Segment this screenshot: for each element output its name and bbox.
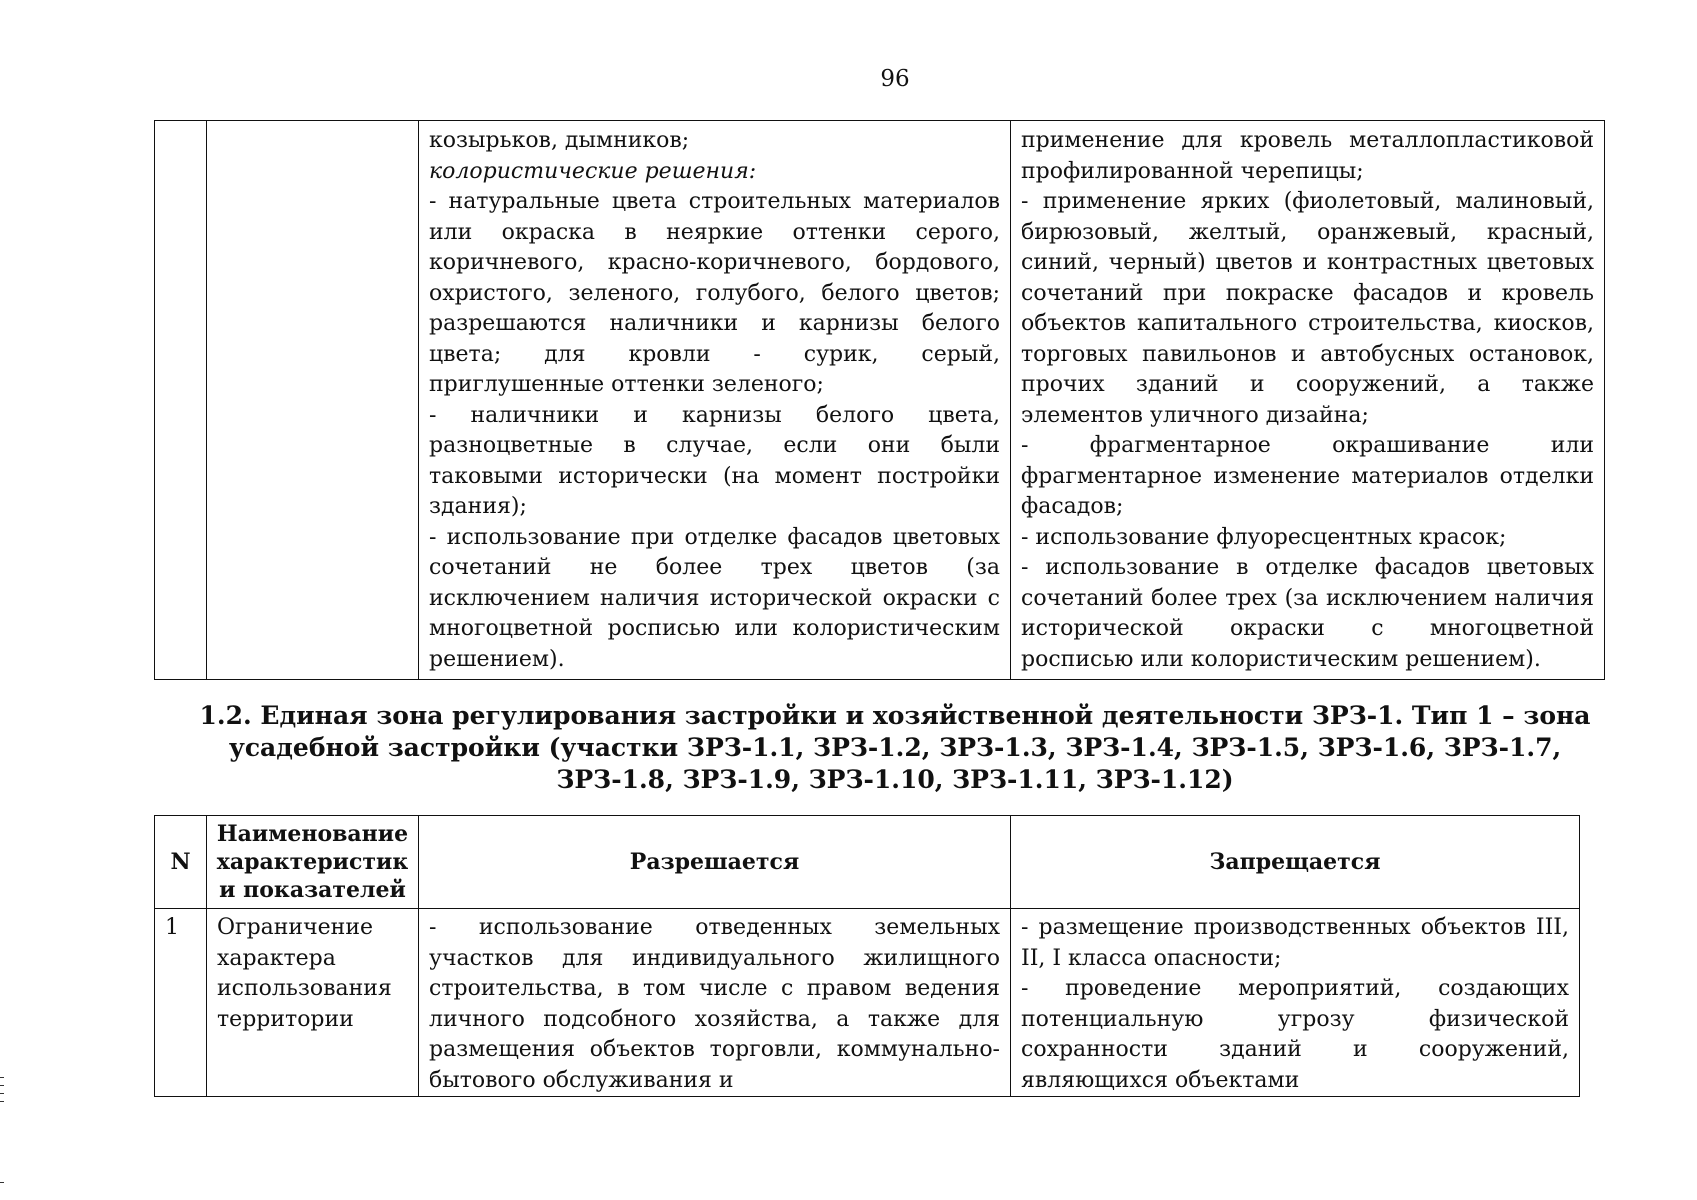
section-heading: 1.2. Единая зона регулирования застройки и хозяйственной деятельности ЗРЗ-1. Тип 1 – зона усадебной застройки (участки ЗРЗ-1.1, ЗРЗ-1.2, ЗРЗ-1.3, ЗРЗ-1.4, ЗРЗ-1.5, ЗРЗ-1.6, ЗРЗ-1.7, ЗРЗ-1.8, ЗРЗ-1.9, ЗРЗ-1.10, ЗРЗ-1.11, ЗРЗ-1.12) — [199, 701, 1591, 794]
row-prohibited — [1011, 909, 1580, 1097]
header-allowed: Разрешается — [419, 816, 1011, 909]
row-number: 1 — [155, 909, 207, 1097]
allowed-cell — [419, 121, 1011, 680]
name-cell-empty — [207, 121, 419, 680]
table-header-row — [155, 816, 1580, 909]
scan-mark — [0, 1093, 4, 1094]
scan-mark — [0, 1101, 4, 1102]
header-prohibited: Запрещается — [1011, 816, 1580, 909]
prohibited-text: - использование в отделке фасадов цветовых сочетаний более трех (за исключением наличия исторической окраски с многоцветной росписью или колористическим решением). — [1021, 555, 1594, 672]
prohibited-cell — [1011, 121, 1605, 680]
regulation-table-zone-1-2 — [154, 815, 1580, 1097]
table-row — [155, 121, 1605, 680]
scan-mark — [0, 1182, 4, 1183]
prohibited-text: - использование флуоресцентных красок; — [1021, 524, 1507, 550]
prohibited-text: - проведение мероприятий, создающих потенциальную угрозу физической сохранности зданий и сооружений, являющихся объектами — [1021, 976, 1569, 1093]
allowed-text: козырьков, дымников; — [429, 128, 690, 153]
header-number: N — [155, 816, 207, 909]
prohibited-text: - применение ярких (фиолетовый, малиновый, бирюзовый, желтый, оранжевый, красный, синий, черный) цветов и контрастных цветовых сочетаний при покраске фасадов и кровель объектов капитального строительства, киосков, торговых павильонов и автобусных остановок, прочих зданий и сооружений, а также элементов уличного дизайна; — [1021, 189, 1594, 428]
number-cell-empty — [155, 121, 207, 680]
prohibited-text: - размещение производственных объектов III, II, I класса опасности; — [1021, 915, 1569, 971]
table-row — [155, 909, 1580, 1097]
prohibited-text: - фрагментарное окрашивание или фрагментарное изменение материалов отделки фасадов; — [1021, 433, 1594, 519]
allowed-text: - натуральные цвета строительных материалов или окраска в неяркие оттенки серого, коричневого, красно-коричневого, бордового, охристого, зеленого, голубого, белого цветов; разрешаются наличники и карнизы белого цвета; для кровли - сурик, серый, приглушенные оттенки зеленого; — [429, 189, 1000, 397]
header-name: Наименование характеристик и показателей — [207, 816, 419, 909]
allowed-text: - использование при отделке фасадов цветовых сочетаний не более трех цветов (за исключением наличия исторической окраски с многоцветной росписью или колористическим решением). — [429, 524, 1000, 672]
allowed-text: - наличники и карнизы белого цвета, разноцветные в случае, если они были таковыми исторически (на момент постройки здания); — [429, 402, 1000, 519]
regulation-table-continued — [154, 120, 1605, 680]
page-number: 96 — [880, 66, 910, 92]
row-name: Ограничение характера использования территории — [207, 909, 419, 1097]
prohibited-text: применение для кровель металлопластиковой профилированной черепицы; — [1021, 128, 1594, 184]
row-allowed: - использование отведенных земельных участков для индивидуального жилищного строительства, в том числе с правом ведения личного подсобного хозяйства, а также для размещения объектов торговли, коммунально-бытового обслуживания и — [419, 909, 1011, 1097]
allowed-subheading: колористические решения: — [429, 158, 757, 184]
scan-mark — [0, 1085, 4, 1086]
scan-mark — [0, 1077, 4, 1078]
